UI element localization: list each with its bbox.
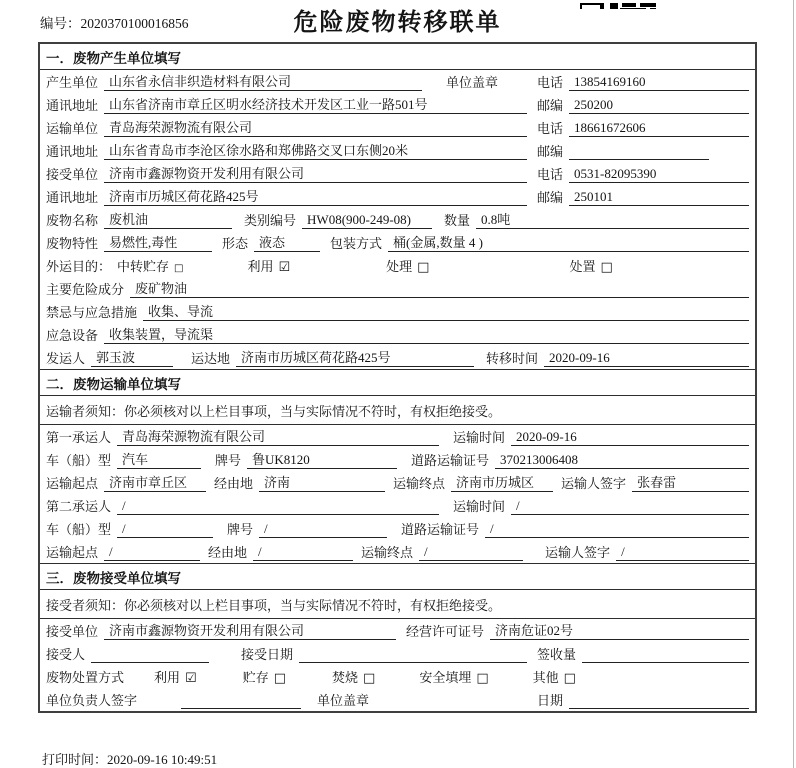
receiver-person-value xyxy=(91,647,209,663)
disposal-incineration: 焚烧 □ xyxy=(332,670,376,686)
receive-date-label: 接受日期 xyxy=(241,647,294,662)
option-treatment: 处理 □ xyxy=(386,259,430,275)
via-label: 经由地 xyxy=(214,476,254,491)
row-receiving-person xyxy=(40,642,755,665)
transport-time-label: 运输时间 xyxy=(453,499,506,514)
zip-label: 邮编 xyxy=(537,190,564,205)
first-carrier-value: 青岛海荣源物流有限公司 xyxy=(117,426,439,446)
responsible-signature-value xyxy=(181,693,301,709)
hazard-value: 废矿物油 xyxy=(130,278,749,298)
plate-label: 牌号 xyxy=(215,453,242,468)
disposal-storage: 贮存 □ xyxy=(242,670,286,686)
packaging-label: 包装方式 xyxy=(330,236,383,251)
transporter-phone-value: 18661672606 xyxy=(569,120,749,137)
received-amount-label: 签收量 xyxy=(537,647,577,662)
producer-address-value: 山东省济南市章丘区明水经济技术开发区工业一路501号 xyxy=(104,94,527,114)
transporter-notice: 运输者须知：你必须核对以上栏目事项，当与实际情况不符时，有权拒绝接受。 xyxy=(40,396,755,425)
address-label: 通讯地址 xyxy=(46,190,99,205)
destination-value: 济南市历城区荷花路425号 xyxy=(236,347,474,367)
purpose-label: 外运目的： xyxy=(46,259,112,274)
form-state-label: 形态 xyxy=(222,236,249,251)
characteristics-value: 易燃性,毒性 xyxy=(104,232,212,252)
receiver-person-label: 接受人 xyxy=(46,647,86,662)
responsible-signature-label: 单位负责人签字 xyxy=(46,693,138,708)
row-waste-characteristics xyxy=(40,231,755,254)
serial-number: 编号：2020370100016856 xyxy=(40,16,189,31)
row-disposal-method xyxy=(40,665,755,688)
transporter-zip-value xyxy=(569,144,709,160)
road-permit-label: 道路运输证号 xyxy=(411,453,490,468)
row-transporter-address xyxy=(40,139,755,162)
receiving-unit-label: 接受单位 xyxy=(46,624,99,639)
producer-value: 山东省永信非织造材料有限公司 xyxy=(104,71,422,91)
vehicle-type-label: 车（船）型 xyxy=(46,453,112,468)
row-producer-address xyxy=(40,93,755,116)
checkbox-unchecked-icon: □ xyxy=(563,671,576,686)
row-responsible-signature xyxy=(40,688,755,711)
receiver-address-value: 济南市历城区荷花路425号 xyxy=(104,186,527,206)
transfer-manifest-table xyxy=(38,42,757,713)
receiver-label: 接受单位 xyxy=(46,167,99,182)
hazard-label: 主要危险成分 xyxy=(46,282,125,297)
disposal-landfill: 安全填埋 □ xyxy=(419,670,489,686)
disposal-other: 其他 □ xyxy=(532,670,576,686)
document-header xyxy=(38,0,757,40)
checkbox-checked-icon: ☑ xyxy=(185,671,197,686)
vehicle-type-value-2: / xyxy=(117,521,213,538)
producer-phone-value: 13854169160 xyxy=(569,74,749,91)
transporter-label: 运输单位 xyxy=(46,121,99,136)
waste-name-value: 废机油 xyxy=(104,209,232,229)
receiver-phone-value: 0531-82095390 xyxy=(569,166,749,183)
option-transit-storage: 中转贮存 □ xyxy=(117,259,184,274)
characteristics-label: 废物特性 xyxy=(46,236,99,251)
checkbox-unchecked-icon: □ xyxy=(600,260,613,275)
date-label: 日期 xyxy=(537,693,564,708)
disposal-method-label: 废物处置方式 xyxy=(46,670,125,685)
transfer-time-label: 转移时间 xyxy=(486,351,539,366)
vehicle-type-value: 汽车 xyxy=(117,449,201,469)
row-emergency-measures xyxy=(40,300,755,323)
address-label: 通讯地址 xyxy=(46,144,99,159)
row-receiver-address xyxy=(40,185,755,208)
row-shipper xyxy=(40,346,755,369)
origin-label: 运输起点 xyxy=(46,545,99,560)
quantity-value: 0.8吨 xyxy=(476,209,749,229)
receiver-notice: 接受者须知：你必须核对以上栏目事项，当与实际情况不符时，有权拒绝接受。 xyxy=(40,590,755,619)
stamp-label: 单位盖章 xyxy=(446,75,499,90)
unit-stamp-label: 单位盖章 xyxy=(317,693,370,708)
plate-value: 鲁UK8120 xyxy=(247,449,397,469)
checkbox-unchecked-icon: □ xyxy=(417,260,430,275)
category-code-value: HW08(900-249-08) xyxy=(302,212,432,229)
row-vehicle-1 xyxy=(40,448,755,471)
plate-label: 牌号 xyxy=(227,522,254,537)
row-vehicle-2 xyxy=(40,517,755,540)
row-receiver xyxy=(40,162,755,185)
carrier-signature-value: 张春雷 xyxy=(632,472,749,492)
second-carrier-value: / xyxy=(117,498,439,515)
via-value-2: / xyxy=(253,544,353,561)
origin-value-2: / xyxy=(104,544,200,561)
zip-label: 邮编 xyxy=(537,98,564,113)
origin-label: 运输起点 xyxy=(46,476,99,491)
section-3-header: 三．废物接受单位填写 xyxy=(40,563,755,590)
print-time: 打印时间：2020-09-16 10:49:51 xyxy=(42,752,218,767)
row-producer xyxy=(40,70,755,93)
row-second-carrier xyxy=(40,494,755,517)
quantity-label: 数量 xyxy=(444,213,471,228)
receive-date-value xyxy=(299,647,527,663)
shipper-label: 发运人 xyxy=(46,351,86,366)
road-permit-label: 道路运输证号 xyxy=(401,522,480,537)
endpoint-value-2: / xyxy=(419,544,523,561)
row-route-1 xyxy=(40,471,755,494)
page-right-edge xyxy=(793,0,794,768)
row-route-2 xyxy=(40,540,755,563)
license-value: 济南危证02号 xyxy=(490,620,749,640)
plate-value-2: / xyxy=(259,521,387,538)
receiver-value: 济南市鑫源物资开发利用有限公司 xyxy=(104,163,527,183)
vehicle-type-label: 车（船）型 xyxy=(46,522,112,537)
option-utilize: 利用 ☑ xyxy=(247,259,291,275)
receiving-unit-value: 济南市鑫源物资开发利用有限公司 xyxy=(104,620,396,640)
phone-label: 电话 xyxy=(537,167,564,182)
endpoint-label: 运输终点 xyxy=(361,545,414,560)
transport-time-value: 2020-09-16 xyxy=(511,429,749,446)
shipper-value: 郭玉波 xyxy=(91,347,173,367)
phone-label: 电话 xyxy=(537,75,564,90)
via-value: 济南 xyxy=(259,472,385,492)
address-label: 通讯地址 xyxy=(46,98,99,113)
carrier-signature-value-2: / xyxy=(616,544,749,561)
checkbox-unchecked-icon: □ xyxy=(476,671,489,686)
zip-label: 邮编 xyxy=(537,144,564,159)
checkbox-unchecked-icon: □ xyxy=(273,671,286,686)
checkbox-unchecked-icon: □ xyxy=(363,671,376,686)
form-state-value: 液态 xyxy=(254,232,320,252)
equipment-label: 应急设备 xyxy=(46,328,99,343)
row-emergency-equipment xyxy=(40,323,755,346)
endpoint-label: 运输终点 xyxy=(393,476,446,491)
transport-time-label: 运输时间 xyxy=(453,430,506,445)
via-label: 经由地 xyxy=(208,545,248,560)
road-permit-value-2: / xyxy=(485,521,749,538)
equipment-value: 收集装置，导流渠 xyxy=(104,324,749,344)
transport-time-value-2: / xyxy=(511,498,749,515)
receiver-zip-value: 250101 xyxy=(569,189,749,206)
carrier-signature-label: 运输人签字 xyxy=(561,476,627,491)
carrier-signature-label: 运输人签字 xyxy=(545,545,611,560)
phone-label: 电话 xyxy=(537,121,564,136)
section-1-header: 一．废物产生单位填写 xyxy=(40,44,755,70)
second-carrier-label: 第二承运人 xyxy=(46,499,112,514)
row-transfer-purpose xyxy=(40,254,755,277)
row-transporter xyxy=(40,116,755,139)
origin-value: 济南市章丘区 xyxy=(104,472,206,492)
row-waste-name xyxy=(40,208,755,231)
section-2-header: 二．废物运输单位填写 xyxy=(40,369,755,396)
waste-name-label: 废物名称 xyxy=(46,213,99,228)
option-disposal: 处置 □ xyxy=(569,259,613,275)
first-carrier-label: 第一承运人 xyxy=(46,430,112,445)
packaging-value: 桶(金属,数量 4 ) xyxy=(388,232,749,252)
category-code-label: 类别编号 xyxy=(244,213,297,228)
transporter-value: 青岛海荣源物流有限公司 xyxy=(104,117,527,137)
row-first-carrier xyxy=(40,425,755,448)
producer-label: 产生单位 xyxy=(46,75,99,90)
road-permit-value: 370213006408 xyxy=(495,452,749,469)
qr-code-fragment xyxy=(580,0,656,9)
license-label: 经营许可证号 xyxy=(406,624,485,639)
producer-zip-value: 250200 xyxy=(569,97,749,114)
checkbox-unchecked-icon: □ xyxy=(174,263,184,274)
date-value xyxy=(569,693,749,709)
received-amount-value xyxy=(582,647,749,663)
measures-value: 收集、导流 xyxy=(143,301,749,321)
destination-label: 运达地 xyxy=(191,351,231,366)
row-main-hazard xyxy=(40,277,755,300)
endpoint-value: 济南市历城区 xyxy=(451,472,553,492)
transfer-time-value: 2020-09-16 xyxy=(544,350,749,367)
transporter-address-value: 山东省青岛市李沧区徐水路和郑佛路交叉口东侧20米 xyxy=(104,140,527,160)
measures-label: 禁忌与应急措施 xyxy=(46,305,138,320)
checkbox-checked-icon: ☑ xyxy=(278,260,291,275)
disposal-utilize: 利用 ☑ xyxy=(154,670,197,686)
form-title: 危险废物转移联单 xyxy=(293,9,502,36)
row-receiving-unit xyxy=(40,619,755,642)
